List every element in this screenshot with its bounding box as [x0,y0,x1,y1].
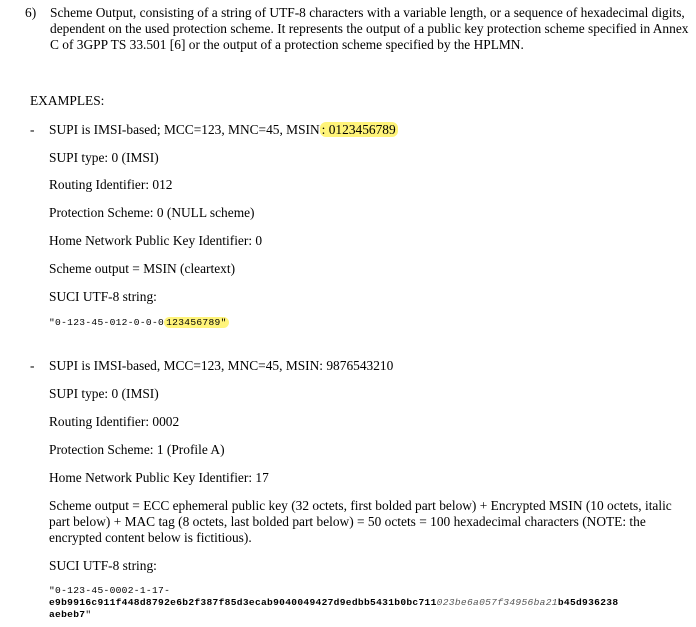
list-item-text: Scheme Output, consisting of a string of UTF-8 characters with a variable length, or a sequence of hexadecimal digits, dependent on the used protection scheme. It represents the output of a public key protection scheme specified in Annex C of 3GPP TS 33.501 [6] or the output of a protection scheme specified by the HPLMN. [50,5,689,52]
example2-routing-identifier: Routing Identifier: 0002 [49,414,180,429]
example2-protection-scheme: Protection Scheme: 1 (Profile A) [49,442,225,457]
example1-title-text: SUPI is IMSI-based; MCC=123, MNC=45, MSIN [49,122,320,137]
example2-suci-line3 [49,608,91,621]
example2-bullet: - [30,358,35,373]
example2-suci-mac-tag-part2: aebeb7 [49,609,86,620]
example1-title-highlight: : 0123456789 [321,122,396,137]
example1-protection-scheme: Protection Scheme: 0 (NULL scheme) [49,205,255,220]
example2-supi-type: SUPI type: 0 (IMSI) [49,386,159,401]
example2-scheme-output: Scheme output = ECC ephemeral public key (32 octets, first bolded part below) + Encrypted MSIN (10 octets, italic part below) + MAC tag (8 octets, last bolded part below) = 50 octets = 100 hexadecimal characters (NOTE: the encrypted content below is fictitious). [49,498,672,545]
list-item-number: 6) [25,5,37,20]
example2-suci-encrypted-msin: 023be6a057f34956ba21 [436,597,558,608]
example1-suci-highlight: 123456789" [166,317,227,328]
example1-title [49,122,398,138]
example2-suci-line2 [49,596,618,609]
example1-hn-key-identifier: Home Network Public Key Identifier: 0 [49,233,263,248]
example2-suci-line1: "0-123-45-0002-1-17- [49,585,171,596]
examples-heading: EXAMPLES: [30,93,105,108]
example2-suci-label: SUCI UTF-8 string: [49,558,157,573]
example1-suci-label: SUCI UTF-8 string: [49,289,157,304]
example1-bullet: - [30,122,35,137]
example1-supi-type: SUPI type: 0 (IMSI) [49,150,159,165]
example1-routing-identifier: Routing Identifier: 012 [49,177,173,192]
example2-suci-closing-quote: " [85,609,92,620]
example2-hn-key-identifier: Home Network Public Key Identifier: 17 [49,470,269,485]
example1-suci-string [49,316,229,329]
example2-suci-mac-tag-part1: b45d936238 [557,597,619,608]
example1-suci-text: "0-123-45-012-0-0-0 [49,317,165,328]
example2-title: SUPI is IMSI-based, MCC=123, MNC=45, MSIN: 9876543210 [49,358,394,373]
example1-scheme-output: Scheme output = MSIN (cleartext) [49,261,236,276]
example2-suci-ephemeral-key: e9b9916c911f448d8792e6b2f387f85d3ecab9040049427d9edbb5431b0bc711 [49,597,437,608]
